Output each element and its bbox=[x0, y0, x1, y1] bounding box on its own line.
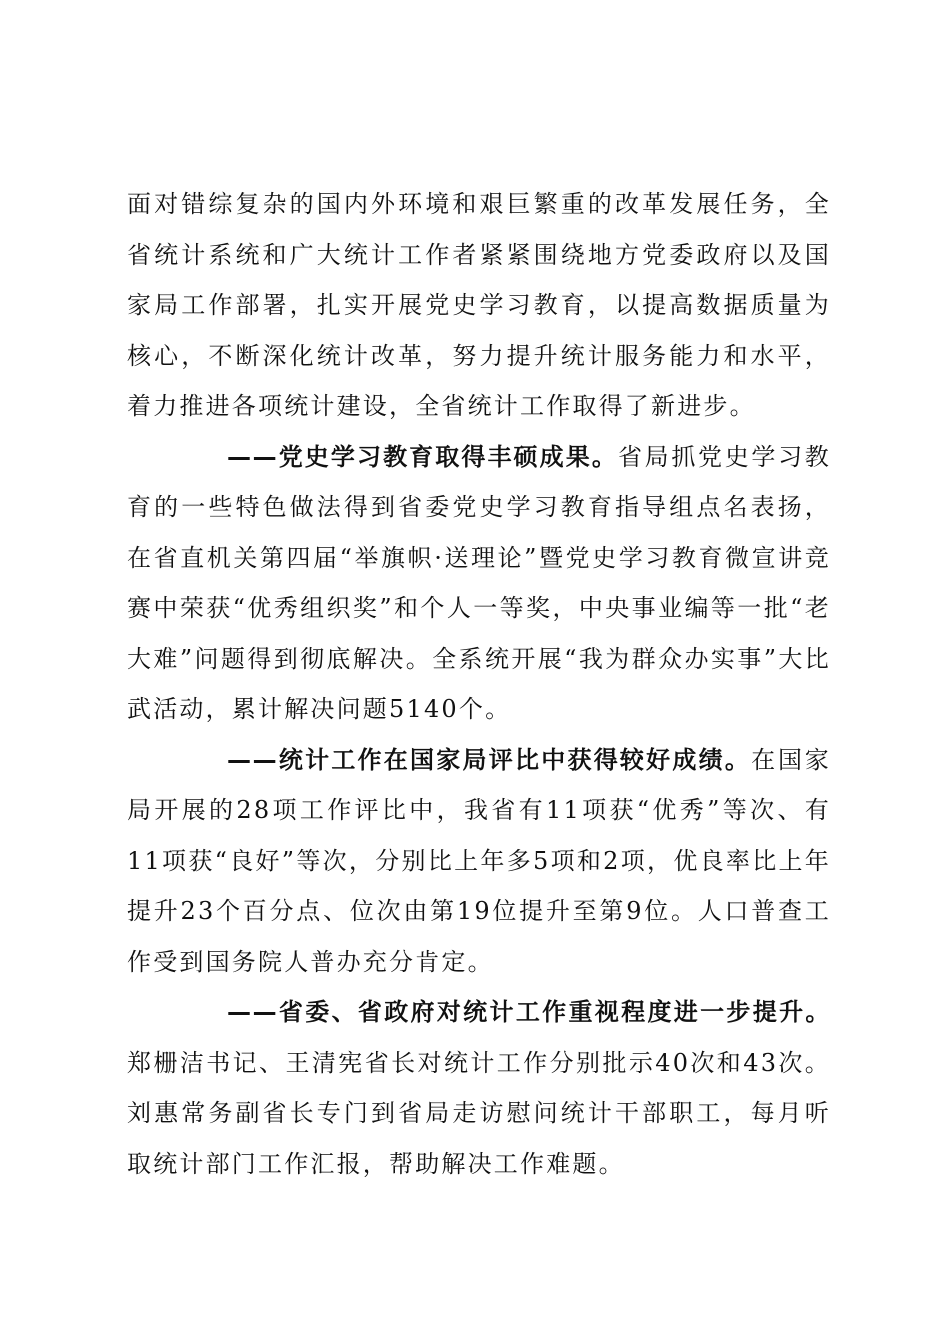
paragraph-intro bbox=[127, 179, 831, 432]
paragraph-government-attention bbox=[127, 987, 831, 1189]
paragraph-evaluation bbox=[127, 735, 831, 988]
paragraph-heading: ——省委、省政府对统计工作重视程度进一步提升。 bbox=[227, 998, 831, 1026]
paragraph-heading: ——党史学习教育取得丰硕成果。 bbox=[227, 442, 618, 471]
paragraph-text: 郑栅洁书记、王清宪省长对统计工作分别批示40次和43次。刘惠常务副省长专门到省局走访慰问统计干部职工，每月听取统计部门工作汇报，帮助解决工作难题。 bbox=[127, 1048, 831, 1178]
paragraph-text: 面对错综复杂的国内外环境和艰巨繁重的改革发展任务，全省统计系统和广大统计工作者紧紧围绕地方党委政府以及国家局工作部署，扎实开展党史学习教育，以提高数据质量为核心，不断深化统计改革，努力提升统计服务能力和水平，着力推进各项统计建设，全省统计工作取得了新进步。 bbox=[127, 190, 831, 420]
paragraph-text: 在国家局开展的28项工作评比中，我省有11项获“优秀”等次、有11项获“良好”等次，分别比上年多5项和2项，优良率比上年提升23个百分点、位次由第19位提升至第9位。人口普查工作受到国务院人普办充分肯定。 bbox=[127, 745, 832, 976]
document-body bbox=[127, 179, 831, 1189]
paragraph-text: 省局抓党史学习教育的一些特色做法得到省委党史学习教育指导组点名表扬，在省直机关第四届“举旗帜·送理论”暨党史学习教育微宣讲竞赛中荣获“优秀组织奖”和个人一等奖，中央事业编等一批“老大难”问题得到彻底解决。全系统开展“我为群众办实事”大比武活动，累计解决问题5140个。 bbox=[127, 442, 832, 723]
paragraph-party-history bbox=[127, 432, 831, 735]
paragraph-heading: ——统计工作在国家局评比中获得较好成绩。 bbox=[227, 745, 752, 774]
